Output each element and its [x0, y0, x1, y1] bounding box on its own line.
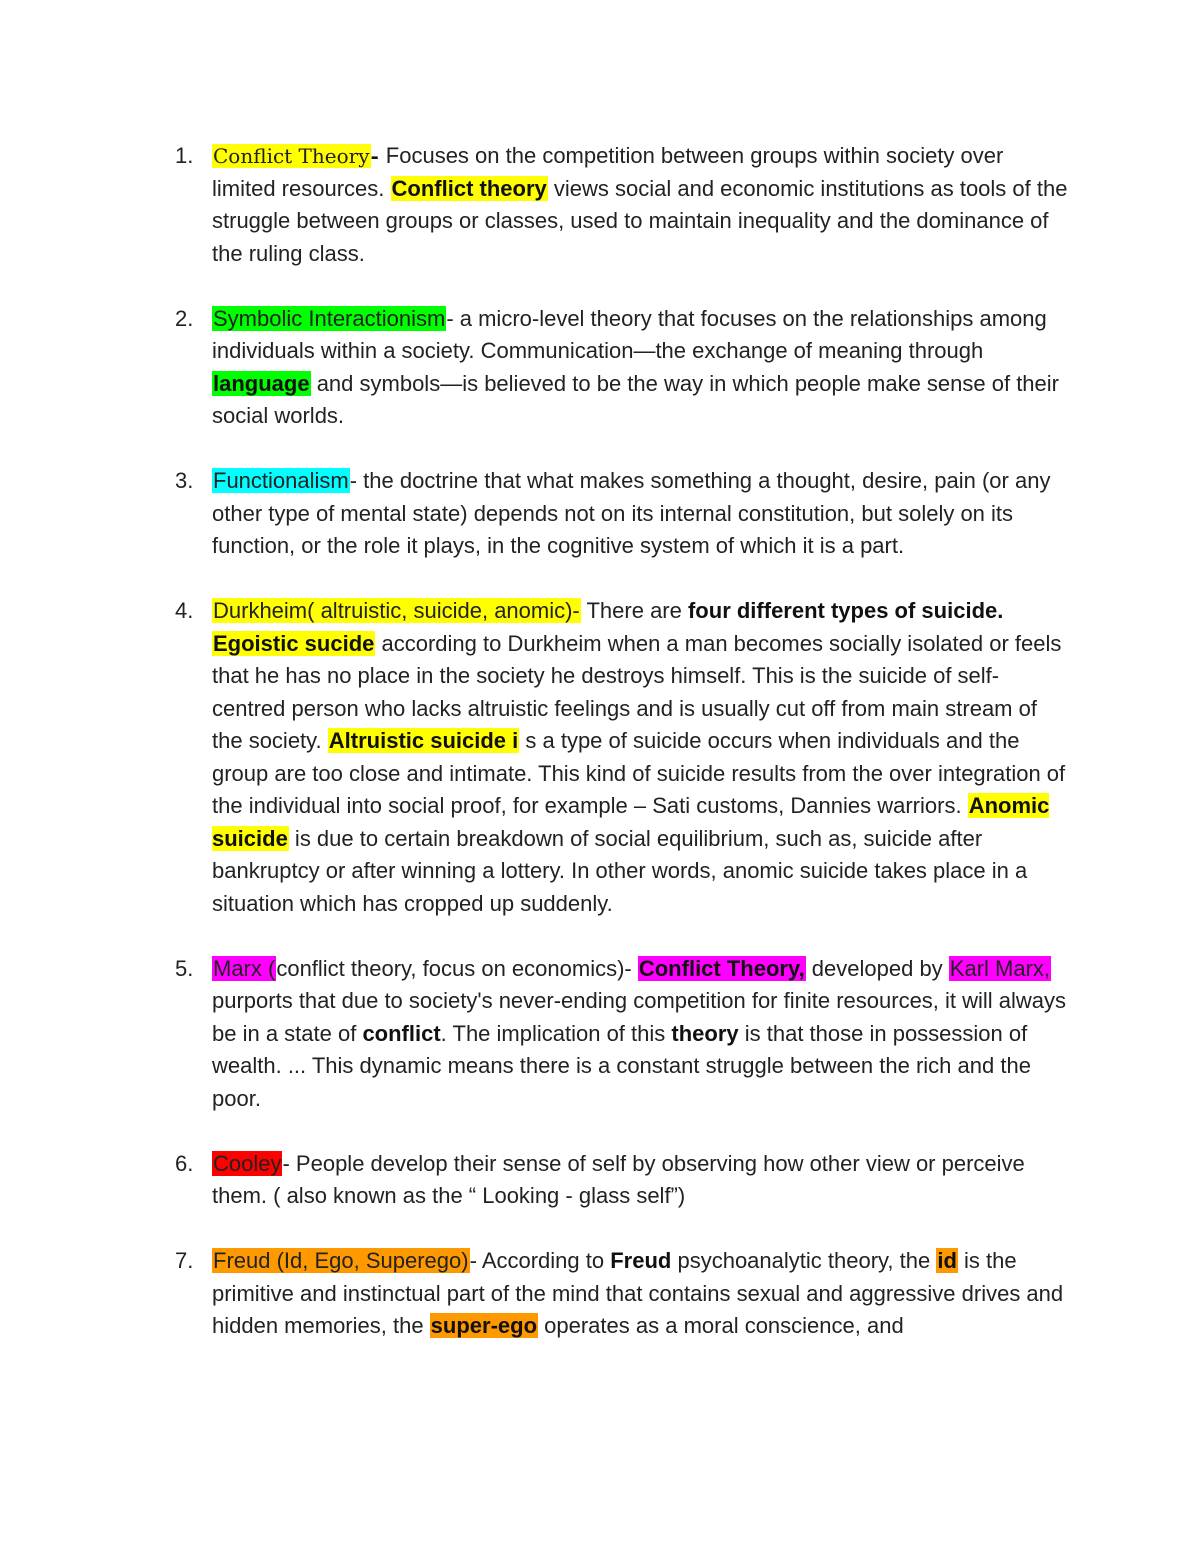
highlighted-term: Conflict theory [391, 175, 547, 201]
list-item [0, 595, 1072, 920]
list-item [0, 953, 1072, 1116]
highlighted-term: Symbolic Interactionism [213, 305, 446, 331]
body-text: - People develop their sense of self by observing how other view or perceive them. ( also known as the “ Looking - glass self”) [212, 1150, 1025, 1208]
list-number: 3. [175, 468, 194, 493]
highlighted-term: Conflict Theory [213, 144, 370, 168]
highlighted-term: Freud (Id, Ego, Superego) [213, 1248, 469, 1273]
body-text: s a type of suicide occurs when individuals and the group are too close and intimate. This kind of suicide results from the over integration of the individual into social proof, for example – Sati customs, Dannies warriors. [212, 728, 1066, 818]
list-item [0, 465, 1072, 563]
body-text: and symbols—is believed to be the way in which people make sense of their social worlds. [212, 370, 1059, 428]
body-text: operates as a moral conscience, and [538, 1313, 904, 1338]
body-text: There are [580, 598, 688, 623]
body-text: conflict [362, 1020, 441, 1046]
highlighted-term: Marx ( [213, 955, 276, 981]
body-text: - According to [469, 1248, 611, 1273]
list-number: 7. [175, 1248, 194, 1273]
body-text: conflict theory, focus on economics)- [276, 955, 638, 981]
body-text: . The implication of this [440, 1020, 672, 1046]
highlighted-term: super-ego [430, 1313, 538, 1338]
list-item [0, 1148, 1072, 1213]
highlighted-term: Egoistic sucide [213, 630, 375, 656]
highlighted-term: Conflict Theory, [638, 955, 805, 981]
body-text: psychoanalytic theory, the [671, 1248, 937, 1273]
body-text: - the doctrine that what makes something a thought, desire, pain (or any other type of mental state) depends not on its internal constitution, but solely on its function, or the role it plays, in the cognitive system of which it is a part. [212, 468, 1051, 558]
body-text: Freud [610, 1248, 672, 1273]
numbered-list [0, 140, 1200, 1375]
highlighted-term: Durkheim( altruistic, suicide, anomic)- [213, 598, 580, 623]
list-number: 4. [175, 598, 194, 623]
body-text: purports that due to society's never-ending competition for finite resources, it will always be in a state of [212, 988, 1067, 1046]
list-number: 1. [175, 143, 194, 168]
highlighted-term: Cooley [213, 1150, 282, 1176]
body-text: is that those in possession of wealth. ... This dynamic means there is a constant struggle between the rich and the poor. [212, 1020, 1031, 1111]
list-number: 5. [175, 955, 194, 981]
body-text: is due to certain breakdown of social equilibrium, such as, suicide after bankruptcy or after winning a lottery. In other words, anomic suicide takes place in a situation which has cropped up suddenly. [212, 825, 1028, 916]
highlighted-term: Karl Marx, [949, 955, 1051, 981]
list-number: 2. [175, 305, 194, 331]
list-number: 6. [175, 1150, 194, 1176]
body-text: four different types of suicide. [687, 598, 1004, 623]
highlighted-term: Functionalism [213, 468, 349, 493]
body-text: - [370, 144, 386, 168]
body-text: is the primitive and instinctual part of the mind that contains sexual and aggressive drives and hidden memories, the [212, 1248, 1064, 1338]
highlighted-term: Altruistic suicide i [328, 728, 519, 753]
body-text: theory [671, 1020, 739, 1046]
list-item [0, 140, 1072, 270]
highlighted-term: language [213, 370, 310, 396]
body-text: Focuses on the competition between groups within society over limited resources. [212, 143, 1004, 201]
highlighted-term: Anomic suicide [212, 793, 1050, 851]
body-text: according to Durkheim when a man becomes socially isolated or feels that he has no place in the society he destroys himself. This is the suicide of self-centred person who lacks altruistic feelings and is usually cut off from main stream of the society. [212, 630, 1062, 753]
highlighted-term: id [937, 1248, 957, 1273]
body-text: - a micro-level theory that focuses on the relationships among individuals within a society. Communication—the exchange of meaning through [212, 305, 1047, 363]
list-item [0, 1245, 1072, 1343]
body-text: developed by [805, 955, 949, 981]
list-item [0, 303, 1072, 433]
body-text: views social and economic institutions as tools of the struggle between groups or classes, used to maintain inequality and the dominance of the ruling class. [212, 175, 1068, 266]
